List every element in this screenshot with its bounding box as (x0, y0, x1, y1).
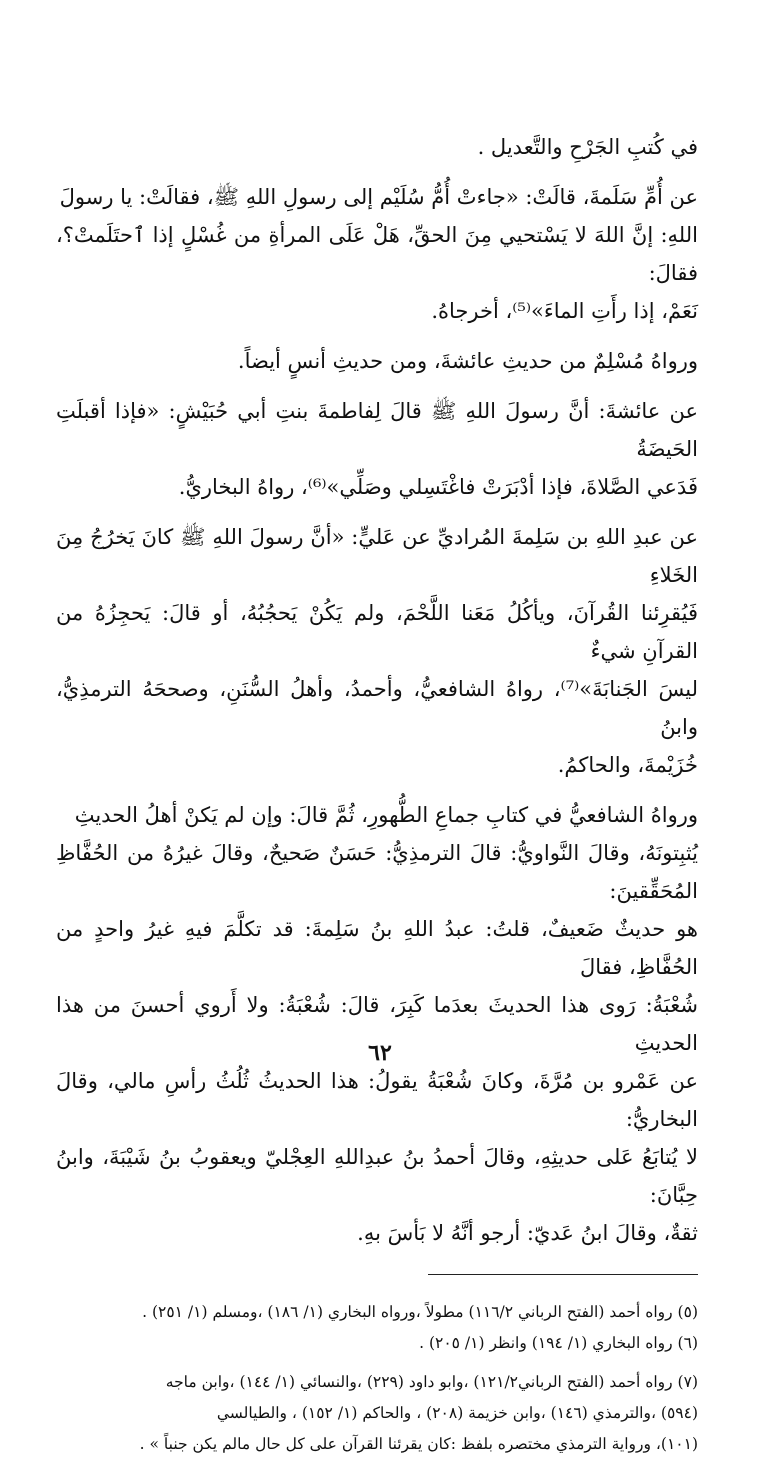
text-line: خُزَيْمةَ، والحاكمُ. (557, 753, 698, 777)
text-line: عن أُمِّ سَلَمةَ، قالَتْ: «جاءتْ أُمُّ سُلَيْم إلى رسولِ اللهِ ﷺ، فقالَتْ: يا رسولَ (59, 185, 698, 209)
text-line: لا يُتابَعُ عَلى حديثِهِ، وقالَ أحمدُ بنُ عبدِاللهِ العِجْليّ ويعقوبُ بنُ شَيْبَةَ، وابنُ حِبَّانَ: (56, 1145, 698, 1207)
text-line: عن عبدِ اللهِ بن سَلِمةَ المُراديِّ عن عَليٍّ: «أنَّ رسولَ اللهِ ﷺ كانَ يَخرُجُ مِنَ الخَلاءِ (56, 525, 698, 587)
footnote-7-line-1: (٧) رواه أحمد (الفتح الرباني١٢١/٢) ،وابو داود (٢٢٩) ،والنسائي (١/ ١٤٤) ،وابن ماجه (165, 1373, 698, 1391)
paragraph-aisha-hadith (56, 392, 698, 506)
text-line: ثقةٌ، وقالَ ابنُ عَديّ: أرجو أنَّهُ لا بَأسَ بهِ. (357, 1221, 698, 1245)
footnote-7-line-3: (١٠١)، ورواية الترمذي مختصره بلفظ :كان يقرئنا القرآن على كل حال مالم يكن جنباً » . (139, 1435, 698, 1453)
paragraph-ali-hadith (56, 518, 698, 784)
paragraph-intro (56, 128, 698, 166)
text-line: ورواهُ الشافعيُّ في كتابِ جماعِ الطُّهورِ، ثُمَّ قالَ: وإن لم يَكنْ أهلُ الحديثِ (74, 803, 698, 827)
page-number: ٦٢ (368, 1040, 392, 1066)
text-line: هو حديثٌ ضَعيفٌ، قلتُ: عبدُ اللهِ بنُ سَلِمةَ: قد تكلَّمَ فيهِ غيرُ واحدٍ من الحُفَّاظِ، فقالَ (56, 917, 698, 979)
text-line: فَيُقرِئنا القُرآنَ، ويأكُلُ مَعَنا اللَّحْمَ، ولم يَكُنْ يَحجُبُهُ، أو قالَ: يَحجِزُهُ من القرآنِ شيءٌ (56, 601, 698, 663)
footnote-gap (56, 1359, 698, 1367)
text-line: فَدَعي الصَّلاةَ، فإذا أدْبَرَتْ فاغْتَسِلي وصَلِّي»⁽⁶⁾، رواهُ البخاريُّ. (178, 475, 698, 499)
footnote-7-line-2: (٥٩٤) ،والترمذي (١٤٦) ،وابن خزيمة (٢٠٨) ، والحاكم (١/ ١٥٢) ، والطيالسي (216, 1404, 698, 1422)
text-line: ليسَ الجَنابَةَ»⁽⁷⁾، رواهُ الشافعيُّ، وأحمدُ، وأهلُ السُّنَنِ، وصححَهُ الترمذِيُّ، وابنُ (56, 677, 698, 739)
paragraph-shafii-commentary (56, 796, 698, 1252)
footnotes (56, 1297, 698, 1460)
text-line: عن عَمْرو بن مُرَّةَ، وكانَ شُعْبَةُ يقولُ: هذا الحديثُ ثُلُثُ رأسِ مالي، وقالَ البخاريُّ: (56, 1069, 698, 1131)
text-line: عن عائشةَ: أنَّ رسولَ اللهِ ﷺ قالَ لِفاطمةَ بنتِ أبي حُبَيْشٍ: «فإذا أقبلَتِ الحَيضَةُ (56, 399, 698, 461)
paragraph-umm-salama-hadith (56, 178, 698, 330)
text-line: اللهِ: إنَّ اللهَ لا يَسْتحيي مِنَ الحقِّ، هَلْ عَلَى المرأةِ من غُسْلٍ إذا ٱحتَلَمتْ؟، فقالَ: (56, 223, 698, 285)
text-line: شُعْبَةُ: رَوى هذا الحديثَ بعدَما كَبِرَ، قالَ: شُعْبَةُ: ولا أَروي أحسنَ من هذا الحديثِ (56, 993, 698, 1055)
text-line: في كُتبِ الجَرْحِ والتَّعديل . (477, 135, 698, 159)
footnote-5: (٥) رواه أحمد (الفتح الرباني ١١٦/٢) مطولاً ،ورواه البخاري (١/ ١٨٦) ،ومسلم (١/ ٢٥١) . (142, 1303, 698, 1321)
footnote-6: (٦) رواه البخاري (١/ ١٩٤) وانظر (١/ ٢٠٥) . (419, 1334, 698, 1352)
text-line: نَعَمْ، إذا رأَتِ الماءَ»⁽⁵⁾، أخرجاهُ. (431, 299, 698, 323)
footnote-divider (428, 1274, 698, 1275)
text-line: يُثبِتونَهُ، وقالَ النَّواويُّ: قالَ الترمذِيُّ: حَسَنٌ صَحيحٌ، وقالَ غيرُهُ من الحُفَّاظِ المُحَقِّقينَ: (56, 841, 698, 903)
text-line: ورواهُ مُسْلِمٌ من حديثِ عائشةَ، ومن حديثِ أنسٍ أيضاً. (237, 349, 698, 373)
main-text (56, 128, 698, 1252)
paragraph-muslim-narration (56, 342, 698, 380)
